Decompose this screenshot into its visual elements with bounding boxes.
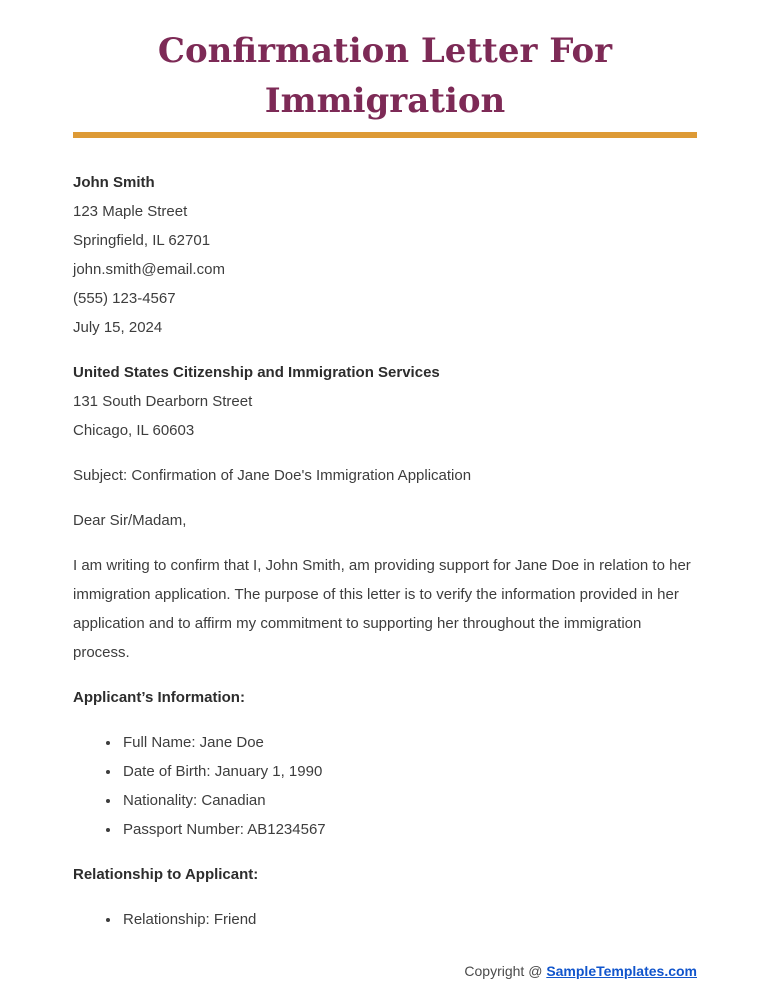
letter-date: July 15, 2024: [73, 319, 163, 336]
copyright-text: Copyright @: [464, 963, 547, 979]
sender-email: john.smith@email.com: [73, 261, 225, 278]
applicant-info-heading: Applicant’s Information:: [73, 689, 245, 706]
recipient-city-state-zip: Chicago, IL 60603: [73, 422, 195, 439]
salutation: Dear Sir/Madam,: [73, 512, 187, 529]
subject-line: Subject: Confirmation of Jane Doe's Immigration Application: [73, 467, 472, 484]
sender-block: [73, 168, 697, 342]
sender-street: 123 Maple Street: [73, 203, 188, 220]
list-item-full-name: • Full Name: Jane Doe: [121, 728, 697, 757]
list-item-nationality: • Nationality: Canadian: [121, 786, 697, 815]
letter-title: Confirmation Letter For Immigration: [157, 31, 613, 121]
recipient-name: United States Citizenship and Immigration Services: [73, 364, 440, 381]
list-item-relationship: • Relationship: Friend: [121, 905, 697, 934]
title-divider: [73, 132, 697, 138]
recipient-block: [73, 358, 697, 445]
relationship-list: [73, 905, 697, 934]
body-paragraph: I am writing to confirm that I, John Smith, am providing support for Jane Doe in relation to her immigration application. The purpose of this letter is to verify the information provided in her application and to affirm my commitment to supporting her throughout the immigration process.: [73, 557, 691, 661]
list-item-date-of-birth: • Date of Birth: January 1, 1990: [121, 757, 697, 786]
sampletemplates-link[interactable]: SampleTemplates.com: [546, 963, 697, 979]
footer-copyright: [464, 963, 697, 979]
list-item-passport-number: • Passport Number: AB1234567: [121, 815, 697, 844]
sender-phone: (555) 123-4567: [73, 290, 176, 307]
recipient-street: 131 South Dearborn Street: [73, 393, 253, 410]
relationship-heading: Relationship to Applicant:: [73, 866, 259, 883]
sender-city-state-zip: Springfield, IL 62701: [73, 232, 211, 249]
applicant-info-list: [73, 728, 697, 844]
sender-name: John Smith: [73, 174, 155, 191]
